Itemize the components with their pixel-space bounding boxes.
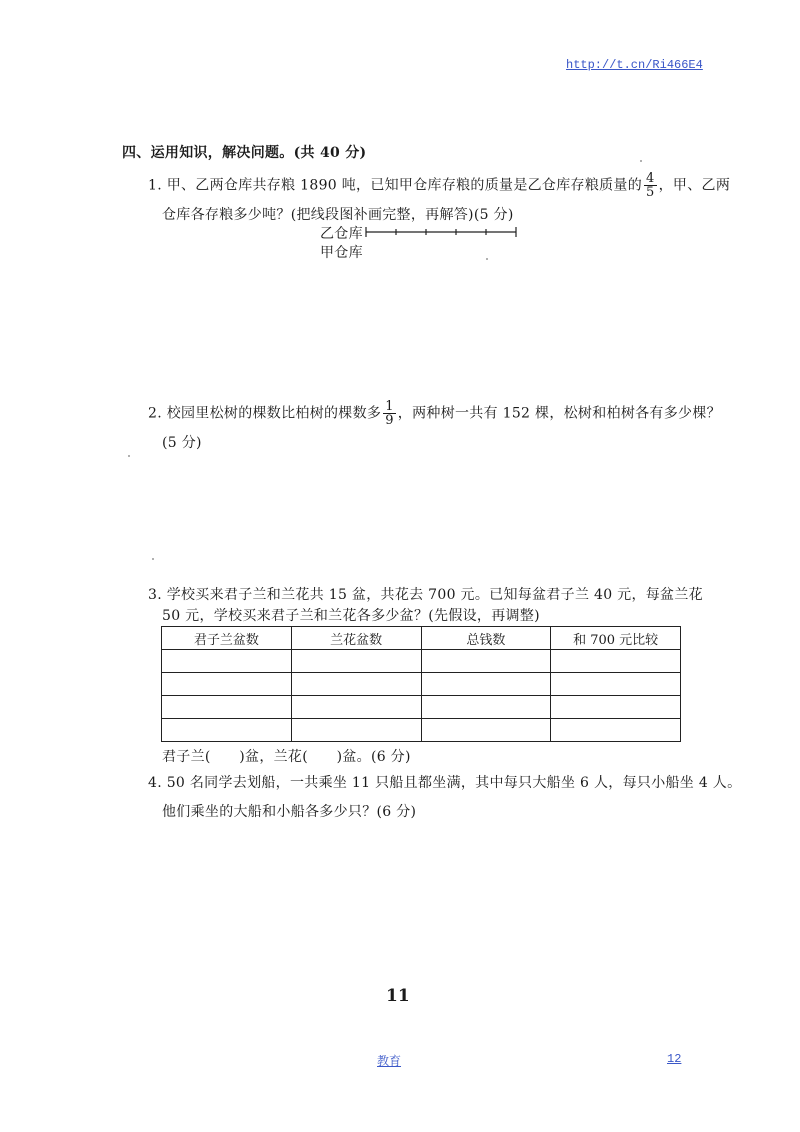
table-row <box>162 719 681 742</box>
table-header-cell: 君子兰盆数 <box>162 627 292 650</box>
question-1-line-1 <box>148 172 730 199</box>
q1-fraction-numerator: 4 <box>646 171 655 186</box>
question-4-line-2: 他们乘坐的大船和小船各多少只？(6 分) <box>162 804 417 820</box>
table-cell[interactable] <box>421 650 551 673</box>
q2-text-before: 2. 校园里松树的棵数比柏树的棵数多 <box>148 405 382 422</box>
question-1-line-2: 仓库各存粮多少吨？(把线段图补画完整，再解答)(5 分) <box>162 207 514 223</box>
header-url-link[interactable]: http://t.cn/Ri466E4 <box>566 58 703 72</box>
q2-fraction-numerator: 1 <box>385 399 394 414</box>
q1-text-before: 1. 甲、乙两仓库共存粮 1890 吨，已知甲仓库存粮的质量是乙仓库存粮质量的 <box>148 177 643 194</box>
table-cell[interactable] <box>421 673 551 696</box>
table-cell[interactable] <box>291 673 421 696</box>
table-cell[interactable] <box>551 650 681 673</box>
label-yi-warehouse: 乙仓库 <box>320 226 363 242</box>
table-cell[interactable] <box>421 696 551 719</box>
table-header-cell: 兰花盆数 <box>291 627 421 650</box>
table-header-cell: 和 700 元比较 <box>551 627 681 650</box>
table-cell[interactable] <box>551 696 681 719</box>
q2-text-after: ，两种树一共有 152 棵，松树和柏树各有多少棵？ <box>397 405 721 422</box>
table-cell[interactable] <box>291 650 421 673</box>
assume-adjust-table <box>161 626 681 742</box>
question-3-line-1: 3. 学校买来君子兰和兰花共 15 盆，共花去 700 元。已知每盆君子兰 40 元，每盆兰花 <box>148 587 703 603</box>
question-2-line-1 <box>148 400 721 427</box>
q1-fraction-denominator: 5 <box>646 185 655 200</box>
section-title: 四、运用知识，解决问题。(共 40 分) <box>122 145 367 161</box>
table-cell[interactable] <box>551 673 681 696</box>
segment-diagram <box>364 226 520 240</box>
scan-speck <box>486 258 488 260</box>
table-cell[interactable] <box>162 673 292 696</box>
scan-speck <box>640 160 642 162</box>
question-3-answer-line: 君子兰( )盆，兰花( )盆。(6 分) <box>162 749 411 765</box>
table-row <box>162 673 681 696</box>
table-header-row <box>162 627 681 650</box>
q2-fraction <box>383 400 396 427</box>
question-3-line-2: 50 元，学校买来君子兰和兰花各多少盆？(先假设，再调整) <box>162 608 540 624</box>
page-number: 11 <box>386 986 410 1006</box>
q1-fraction <box>644 172 657 199</box>
table-row <box>162 650 681 673</box>
footer-link-page[interactable]: 12 <box>667 1052 682 1066</box>
q1-text-after: ，甲、乙两 <box>658 177 731 194</box>
scan-speck <box>152 558 154 560</box>
table-cell[interactable] <box>291 696 421 719</box>
table-row <box>162 696 681 719</box>
question-2-line-2: (5 分) <box>162 435 202 451</box>
question-4-line-1: 4. 50 名同学去划船，一共乘坐 11 只船且都坐满，其中每只大船坐 6 人，每只小船坐 4 人。 <box>148 775 742 791</box>
table-header-cell: 总钱数 <box>421 627 551 650</box>
table-cell[interactable] <box>421 719 551 742</box>
footer-link-education[interactable]: 教育 <box>377 1054 402 1068</box>
scan-speck <box>128 455 130 457</box>
table-cell[interactable] <box>162 696 292 719</box>
label-jia-warehouse: 甲仓库 <box>320 245 363 261</box>
table-cell[interactable] <box>162 719 292 742</box>
table-cell[interactable] <box>551 719 681 742</box>
q2-fraction-denominator: 9 <box>385 413 394 428</box>
table-cell[interactable] <box>162 650 292 673</box>
table-cell[interactable] <box>291 719 421 742</box>
